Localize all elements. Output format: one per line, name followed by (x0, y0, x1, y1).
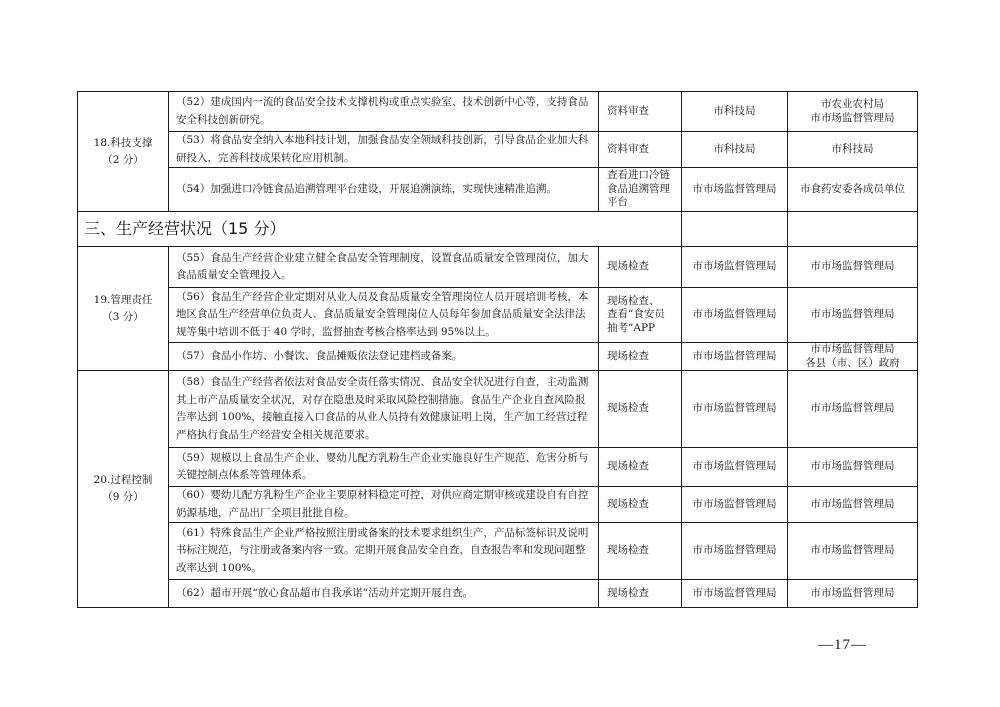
item-content: （58）食品生产经营者依法对食品安全责任落实情况、食品安全状况进行自查，主动监测其上市产品质量安全状况，对存在隐患及时采取风险控制措施。食品生产企业自查风险报告率达到 100%，接触直接入口食品的从业人员持有效健康证明上岗，生产加工经营过程严格执行食品生产经营安全相关规范要求。 (169, 371, 599, 448)
item-content: （54）加强进口冷链食品追溯管理平台建设，开展追溯演练，实现快速精准追溯。 (169, 168, 599, 212)
check-method: 现场检查 (599, 580, 682, 608)
check-method: 现场检查、 查看“食安员 抽考”APP (599, 288, 682, 343)
item-content: （52）建成国内一流的食品安全技术支撑机构或重点实验室、技术创新中心等，支持食品安全科技创新研究。 (169, 92, 599, 132)
lead-department: 市市场监督管理局 (682, 288, 788, 343)
category-cell: 20.过程控制 （9 分） (78, 371, 169, 608)
item-content: （59）规模以上食品生产企业、婴幼儿配方乳粉生产企业实施良好生产规范、危害分析与关键控制点体系等管理体系。 (169, 448, 599, 487)
section-header: 三、生产经营状况（15 分） (78, 212, 682, 247)
lead-department: 市市场监督管理局 (682, 168, 788, 212)
lead-department: 市市场监督管理局 (682, 523, 788, 580)
lead-department: 市科技局 (682, 132, 788, 168)
table-row (78, 343, 918, 371)
lead-department: 市市场监督管理局 (682, 580, 788, 608)
lead-department: 市市场监督管理局 (682, 487, 788, 523)
responsible-department: 市食药安委各成员单位 (788, 168, 918, 212)
item-content: （57）食品小作坊、小餐饮、食品摊贩依法登记建档或备案。 (169, 343, 599, 371)
table-row (78, 92, 918, 132)
check-method: 现场检查 (599, 343, 682, 371)
responsible-department: 市市场监督管理局 各县（市、区）政府 (788, 343, 918, 371)
table-row (78, 132, 918, 168)
table-row (78, 580, 918, 608)
check-method: 现场检查 (599, 487, 682, 523)
responsible-department: 市市场监督管理局 (788, 523, 918, 580)
lead-department: 市市场监督管理局 (682, 343, 788, 371)
lead-department: 市市场监督管理局 (682, 247, 788, 288)
lead-department: 市市场监督管理局 (682, 448, 788, 487)
section-header-row (78, 212, 918, 247)
check-method: 现场检查 (599, 523, 682, 580)
responsible-department: 市科技局 (788, 132, 918, 168)
responsible-department: 市市场监督管理局 (788, 371, 918, 448)
responsible-department: 市农业农村局 市市场监督管理局 (788, 92, 918, 132)
category-cell: 19.管理责任 （3 分） (78, 247, 169, 371)
assessment-table (77, 91, 918, 608)
table-row (78, 371, 918, 448)
check-method: 资料审查 (599, 92, 682, 132)
table-row (78, 448, 918, 487)
page-number: —17— (818, 637, 867, 653)
responsible-department: 市市场监督管理局 (788, 288, 918, 343)
empty-cell (788, 212, 918, 247)
item-content: （60）婴幼儿配方乳粉生产企业主要原材料稳定可控，对供应商定期审核或建设自有自控奶源基地，产品出厂全项目批批自检。 (169, 487, 599, 523)
item-content: （61）特殊食品生产企业严格按照注册或备案的技术要求组织生产，产品标签标识及说明书标注规范，与注册或备案内容一致。定期开展食品安全自查，自查报告率和发现问题整改率达到 100%。 (169, 523, 599, 580)
item-content: （56）食品生产经营企业定期对从业人员及食品质量安全管理岗位人员开展培训考核，本地区食品生产经营单位负责人、食品质量安全管理岗位人员每年参加食品质量安全法律法规等集中培训不低于 40 学时，监督抽查考核合格率达到 95%以上。 (169, 288, 599, 343)
responsible-department: 市市场监督管理局 (788, 448, 918, 487)
table-row (78, 288, 918, 343)
responsible-department: 市市场监督管理局 (788, 580, 918, 608)
responsible-department: 市市场监督管理局 (788, 487, 918, 523)
check-method: 现场检查 (599, 247, 682, 288)
responsible-department: 市市场监督管理局 (788, 247, 918, 288)
check-method: 现场检查 (599, 448, 682, 487)
item-content: （55）食品生产经营企业建立健全食品安全管理制度，设置食品质量安全管理岗位，加大食品质量安全管理投入。 (169, 247, 599, 288)
table-row (78, 168, 918, 212)
table-row (78, 247, 918, 288)
category-cell: 18.科技支撑 （2 分） (78, 92, 169, 212)
check-method: 现场检查 (599, 371, 682, 448)
lead-department: 市科技局 (682, 92, 788, 132)
empty-cell (682, 212, 788, 247)
check-method: 查看进口冷链 食品追溯管理 平台 (599, 168, 682, 212)
table-row (78, 487, 918, 523)
item-content: （53）将食品安全纳入本地科技计划，加强食品安全领域科技创新，引导食品企业加大科研投入，完善科技成果转化应用机制。 (169, 132, 599, 168)
check-method: 资料审查 (599, 132, 682, 168)
table-row (78, 523, 918, 580)
lead-department: 市市场监督管理局 (682, 371, 788, 448)
item-content: （62）超市开展“放心食品超市自我承诺”活动并定期开展自查。 (169, 580, 599, 608)
